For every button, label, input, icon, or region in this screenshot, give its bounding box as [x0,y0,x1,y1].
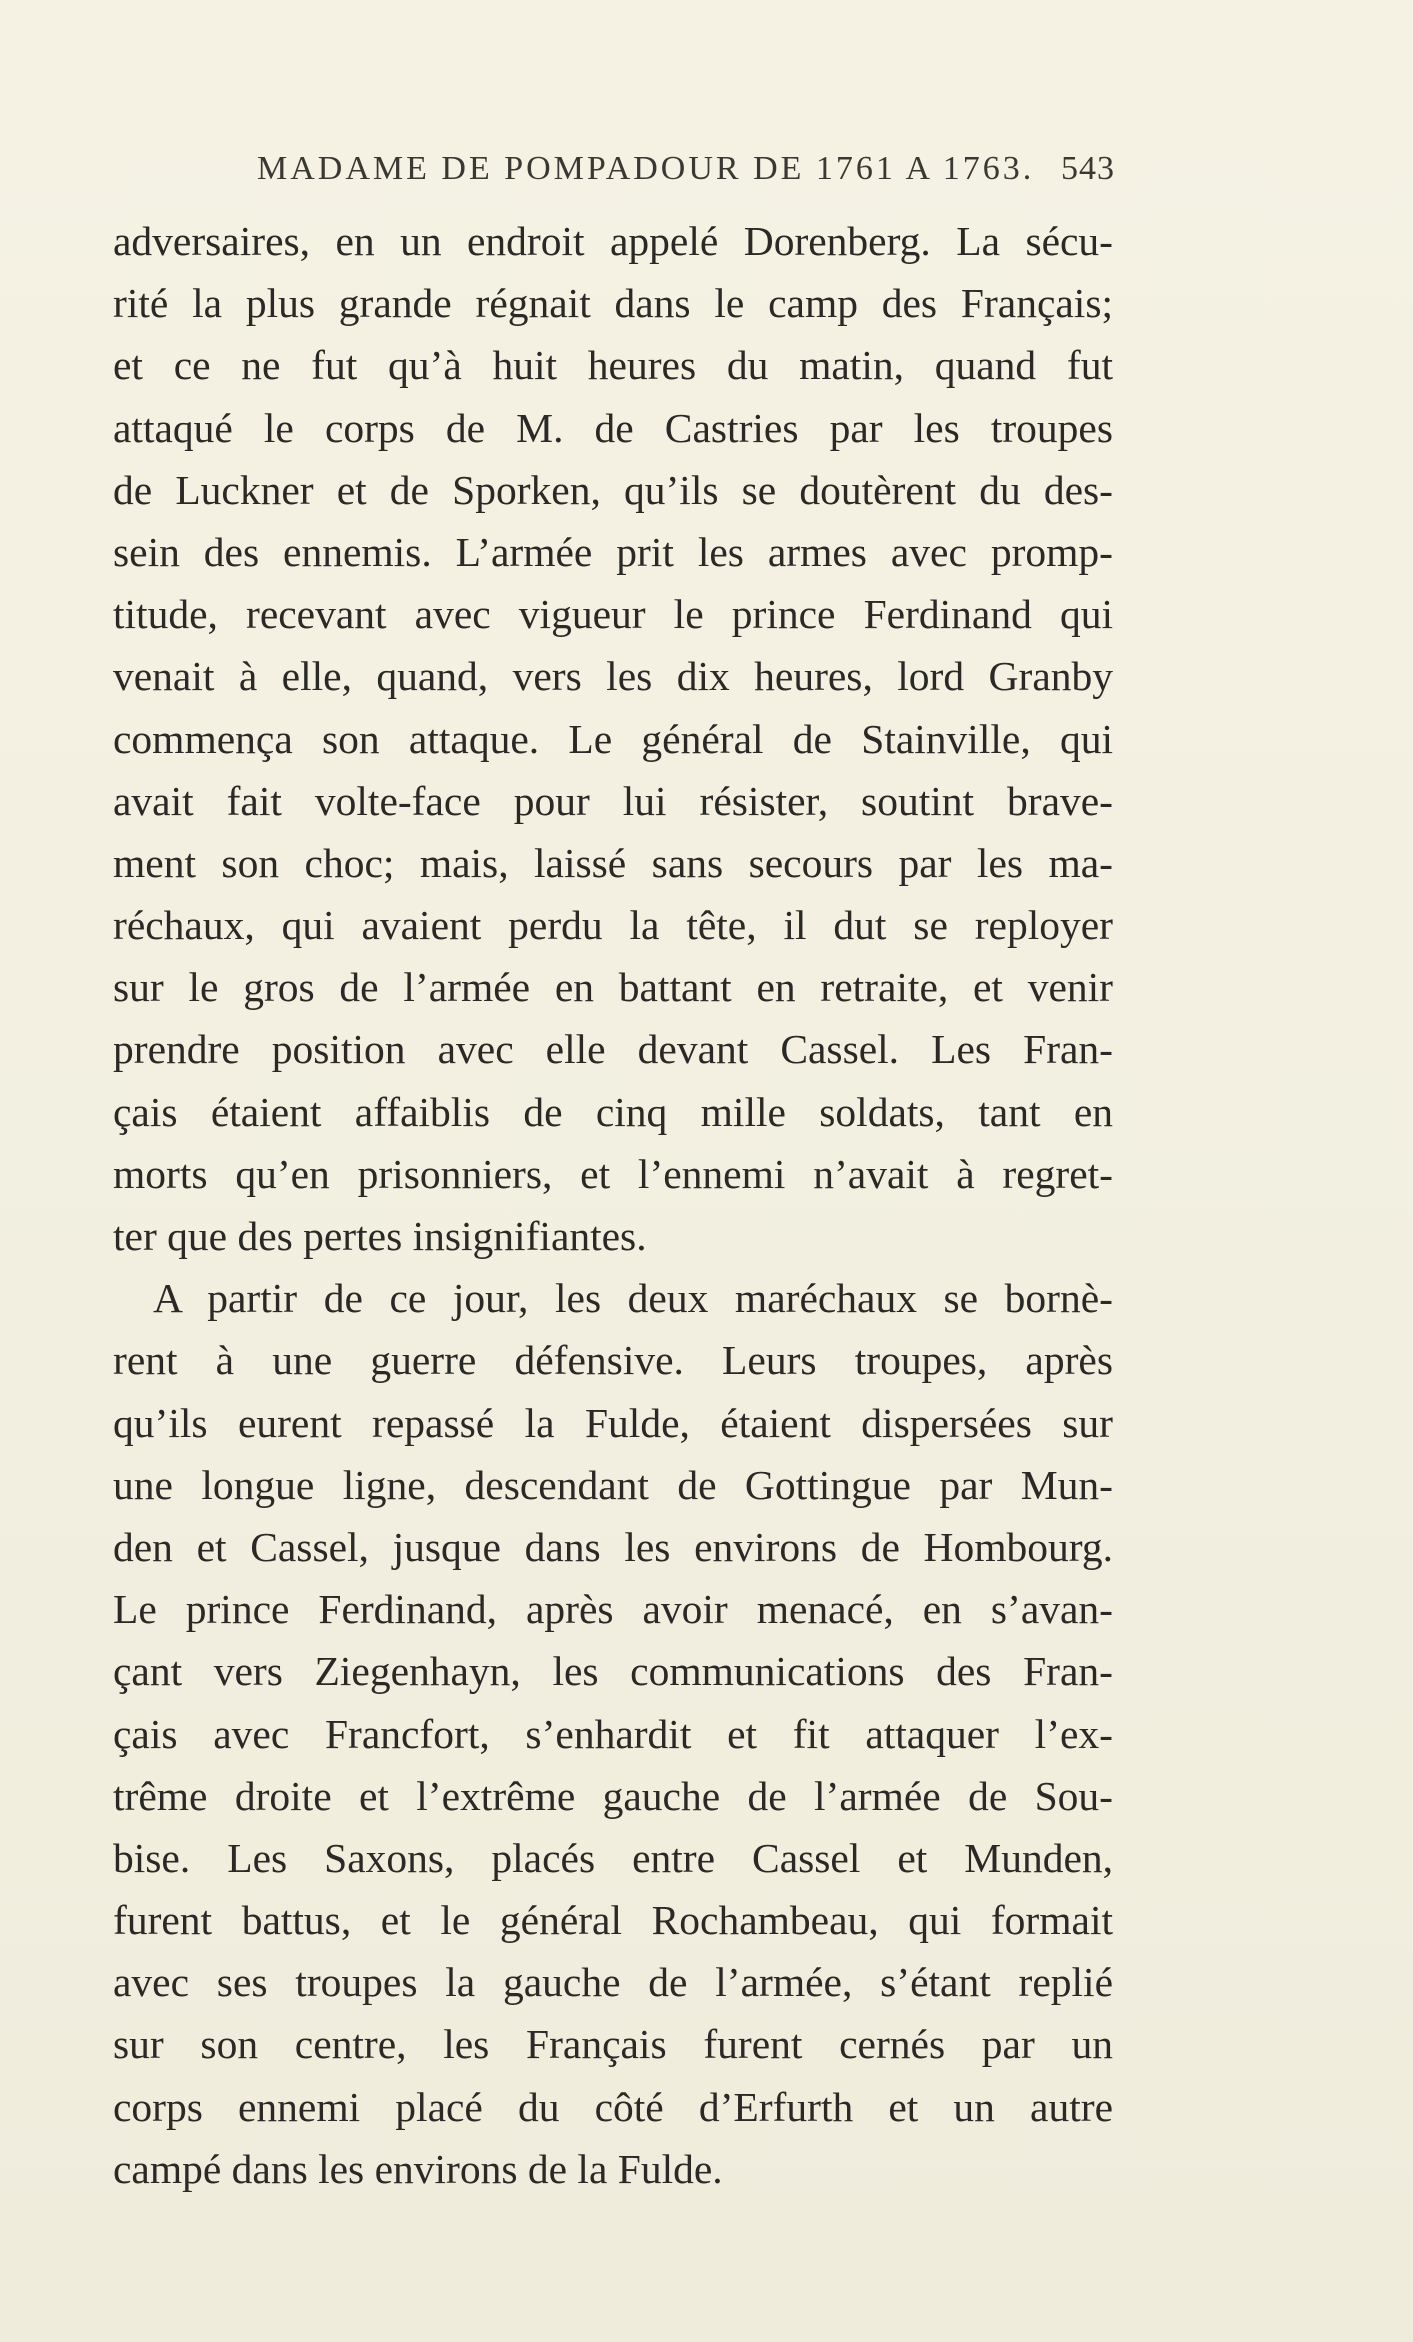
text-line: corps ennemi placé du côté d’Erfurth et un autre [113,2083,1113,2130]
text-line: prendre position avec elle devant Cassel. Les Fran- [113,1026,1113,1073]
text-line: titude, recevant avec vigueur le prince Ferdinand qui [113,591,1113,638]
text-line: commença son attaque. Le général de Stainville, qui [113,715,1113,762]
text-line: çais étaient affaiblis de cinq mille soldats, tant en [113,1088,1113,1135]
text-line: A partir de ce jour, les deux maréchaux se bornè- [153,1275,1113,1322]
body-text [113,210,1113,2200]
running-head-title: MADAME DE POMPADOUR DE 1761 A 1763. [257,150,1035,187]
text-line: sein des ennemis. L’armée prit les armes avec promp- [113,528,1113,575]
text-line: çais avec Francfort, s’enhardit et fit attaquer l’ex- [113,1710,1113,1757]
text-line: ment son choc; mais, laissé sans secours par les ma- [113,839,1113,886]
text-line: attaqué le corps de M. de Castries par les troupes [113,404,1113,451]
text-line: furent battus, et le général Rochambeau, qui formait [113,1897,1113,1944]
text-line: une longue ligne, descendant de Gottingue par Mun- [113,1461,1113,1508]
text-line: réchaux, qui avaient perdu la tête, il dut se reployer [113,902,1113,949]
text-line: sur le gros de l’armée en battant en retraite, et venir [113,964,1113,1011]
text-line: bise. Les Saxons, placés entre Cassel et Munden, [113,1834,1113,1881]
text-line: rité la plus grande régnait dans le camp des Français; [113,280,1113,327]
text-line: adversaires, en un endroit appelé Dorenberg. La sécu- [113,218,1113,264]
text-line: qu’ils eurent repassé la Fulde, étaient dispersées sur [113,1399,1113,1446]
text-line: morts qu’en prisonniers, et l’ennemi n’avait à regret- [113,1150,1113,1197]
text-line: ter que des pertes insignifiantes. [113,1213,647,1259]
text-line: çant vers Ziegenhayn, les communications des Fran- [113,1648,1113,1695]
text-line: et ce ne fut qu’à huit heures du matin, quand fut [113,342,1113,389]
text-line: campé dans les environs de la Fulde. [113,2145,723,2192]
page-number: 543 [1061,150,1115,187]
text-line: rent à une guerre défensive. Leurs troupes, après [113,1337,1113,1384]
text-line: sur son centre, les Français furent cernés par un [113,2021,1113,2068]
text-line: de Luckner et de Sporken, qu’ils se doutèrent du des- [113,466,1113,513]
text-line: venait à elle, quand, vers les dix heures, lord Granby [113,653,1113,700]
running-head [115,150,1115,200]
text-line: den et Cassel, jusque dans les environs de Hombourg. [113,1523,1113,1570]
text-line: avait fait volte-face pour lui résister, soutint brave- [113,777,1113,824]
text-line: Le prince Ferdinand, après avoir menacé, en s’avan- [113,1586,1113,1633]
text-line: trême droite et l’extrême gauche de l’armée de Sou- [113,1772,1113,1819]
text-line: avec ses troupes la gauche de l’armée, s’étant replié [113,1959,1113,2006]
